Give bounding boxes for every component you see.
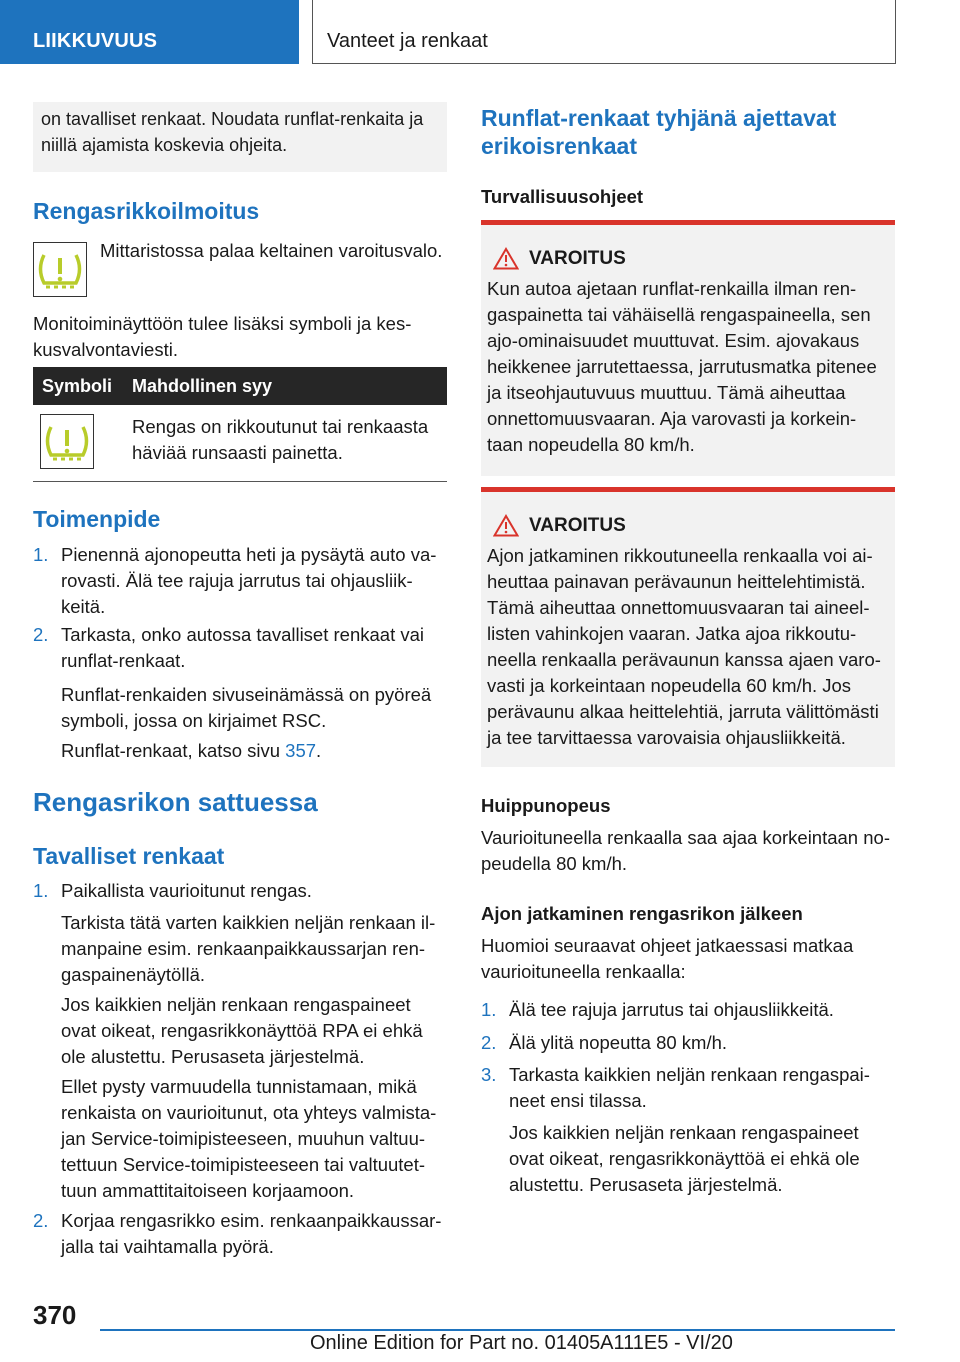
list-number: 2. (33, 624, 49, 645)
warning-panel (481, 487, 895, 767)
list-item (61, 542, 451, 620)
text-line: ovat oikeat, rengasrikkonäyttöä ei ehkä ole (509, 1148, 860, 1169)
text-line: renkaista on vaurioitunut, ota yhteys valmista- (61, 1102, 437, 1123)
text-line: Korjaa rengasrikko esim. renkaanpaikkaussar- (61, 1210, 442, 1231)
text-line: ole alustettu. Perusaseta järjestelmä. (61, 1046, 365, 1067)
text-line: neet ensi tilassa. (509, 1090, 647, 1111)
warning-title-text: VAROITUS (529, 514, 626, 536)
heading-toimenpide: Toimenpide (33, 506, 161, 532)
page-link[interactable]: 357 (285, 740, 317, 761)
intro-box (33, 102, 447, 172)
see-page-reference (61, 738, 451, 764)
text-line: Kun autoa ajetaan runflat-renkailla ilman ren- (487, 278, 857, 299)
text-line: ajo-ominaisuudet muuttuvat. Esim. ajovakaus (487, 330, 860, 351)
text-line: häviää runsaasti painetta. (132, 442, 343, 463)
text-line: Runflat-renkaiden sivuseinämässä on pyöreä (61, 684, 432, 705)
edition-text: Online Edition for Part no. 01405A111E5 - VI/20 (310, 1332, 733, 1354)
heading-tavalliset-renkaat: Tavalliset renkaat (33, 843, 225, 869)
list-number: 1. (481, 999, 497, 1020)
paragraph (61, 1074, 451, 1204)
text-line: vaurioituneella renkaalla: (481, 961, 686, 982)
text-line: jan Service-toimipisteeseen, muuhun valtuu- (61, 1128, 426, 1149)
huippunopeus-text (481, 825, 895, 877)
list-item (61, 622, 451, 674)
heading-huippunopeus: Huippunopeus (481, 795, 611, 816)
text-line: Tarkasta, onko autossa tavalliset renkaat vai (61, 624, 424, 645)
text-line: gaspainenäytöllä. (61, 964, 205, 985)
text-line: alustettu. Perusaseta järjestelmä. (509, 1174, 783, 1195)
warn-lamp-text: Mittaristossa palaa keltainen varoitusvalo. (100, 240, 443, 261)
symbol-table-header (33, 367, 447, 405)
page-header (312, 0, 896, 64)
text-line: Jos kaikkien neljän renkaan rengaspaineet (61, 994, 411, 1015)
text-line: kusvalvontaviesti. (33, 339, 178, 360)
text-line: rovasti. Älä tee rajuja jarrutus tai ohjausliik- (61, 570, 413, 591)
text-line: listen vahinkojen vaaran. Jatka ajoa rikkoutu- (487, 623, 857, 644)
warning-triangle-icon (493, 514, 519, 537)
text-line: tuun ammattitaitoiseen korjaamoon. (61, 1180, 355, 1201)
warning-title-text: VAROITUS (529, 247, 626, 269)
warning-body (487, 543, 887, 751)
col-symbol: Symboli (42, 376, 113, 396)
warning-triangle-icon (493, 247, 519, 270)
list-item (509, 1062, 899, 1114)
list-item: Älä tee rajuja jarrutus tai ohjausliikkeitä. (509, 999, 834, 1020)
text-line: jalla tai vaihtamalla pyörä. (61, 1236, 274, 1257)
intro-line: niillä ajamista koskevia ohjeita. (41, 135, 288, 155)
text-line: Ellet pysty varmuudella tunnistamaan, mikä (61, 1076, 417, 1097)
list-number: 1. (33, 880, 49, 901)
text-line: ja tee tarvittaessa varovaisia ohjausliikkeitä. (487, 727, 846, 748)
text-line: keitä. (61, 596, 106, 617)
paragraph (509, 1120, 899, 1198)
list-number: 2. (481, 1032, 497, 1053)
text-line: Tarkasta kaikkien neljän renkaan rengaspai- (509, 1064, 870, 1085)
intro-line: on tavalliset renkaat. Noudata runflat-renkaita ja (41, 109, 424, 129)
section-label: LIIKKUVUUS (33, 30, 158, 52)
warning-panel (481, 220, 895, 476)
heading-runflat (481, 104, 895, 160)
text-line: Huomioi seuraavat ohjeet jatkaessasi matkaa (481, 935, 854, 956)
heading-ajon-jatkaminen: Ajon jatkaminen rengasrikon jälkeen (481, 903, 803, 924)
text-line: Rengas on rikkoutunut tai renkaasta (132, 416, 429, 437)
text-line: neella renkaalla perävaunun kanssa ajaen varo- (487, 649, 881, 670)
list-item: Paikallista vaurioitunut rengas. (61, 880, 312, 901)
text-line: ja itseohjautuvuus muuttuu. Tämä aiheuttaa (487, 382, 846, 403)
heading-turvallisuusohjeet: Turvallisuusohjeet (481, 186, 644, 207)
text-line: Monitoiminäyttöön tulee lisäksi symboli ja kes- (33, 313, 412, 334)
tire-pressure-warning-icon (33, 242, 87, 297)
text-line: onnettomuusvaaran. Aja varovasti ja korkein- (487, 408, 857, 429)
text-line: perävaunu alkaa heittelehtiä, jarruta välittömästi (487, 701, 879, 722)
page-number: 370 (33, 1300, 77, 1330)
text-line: manpaine esim. renkaanpaikkaussarjan ren- (61, 938, 426, 959)
page-title: Vanteet ja renkaat (327, 30, 488, 52)
text-line: vasti ja korkeintaan nopeudella 60 km/h. Jos (487, 675, 852, 696)
text-line: Tämä aiheuttaa onnettomuusvaaran tai aineel- (487, 597, 870, 618)
paragraph (61, 992, 451, 1070)
text-line: heikkenee jarrutettaessa, jarrutusmatka pitenee (487, 356, 877, 377)
text-line: gaspainetta tai vähäisellä rengaspaineella, sen (487, 304, 871, 325)
text-line: Tarkista tätä varten kaikkien neljän renkaan il- (61, 912, 436, 933)
table-cell-cause (132, 414, 452, 466)
paragraph (61, 910, 451, 988)
ajon-text (481, 933, 895, 985)
text-line: erikoisrenkaat (481, 133, 637, 159)
text-line: peudella 80 km/h. (481, 853, 628, 874)
table-divider (33, 481, 447, 482)
col-cause: Mahdollinen syy (132, 376, 273, 396)
list-number: 3. (481, 1064, 497, 1085)
runflat-paragraph (61, 682, 451, 734)
heading-rengasrikon-sattuessa: Rengasrikon sattuessa (33, 787, 318, 817)
list-item (61, 1208, 451, 1260)
warning-body (487, 276, 887, 458)
text-line: heuttaa painavan perävaunun heittelehtimistä. (487, 571, 866, 592)
warning-title (493, 514, 887, 537)
text-line: . (316, 740, 322, 761)
text-line: ovat oikeat, rengasrikkonäyttöä RPA ei ehkä (61, 1020, 423, 1041)
text-line: Runflat-renkaat tyhjänä ajettavat (481, 105, 837, 131)
text-line: Jos kaikkien neljän renkaan rengaspaineet (509, 1122, 859, 1143)
text-line: Pienennä ajonopeutta heti ja pysäytä auto va- (61, 544, 437, 565)
monitor-text (33, 311, 447, 363)
text-line: Runflat-renkaat, katso sivu (61, 740, 286, 761)
warning-title (493, 247, 887, 270)
section-tab (0, 0, 299, 64)
text-line: Vaurioituneella renkaalla saa ajaa korkeintaan no- (481, 827, 890, 848)
footer-divider (100, 1329, 895, 1331)
list-number: 1. (33, 544, 49, 565)
text-line: tettuun Service-toimipisteeseen tai valtuutet- (61, 1154, 426, 1175)
heading-rengasrikkoilmoitus: Rengasrikkoilmoitus (33, 198, 260, 224)
list-item: Älä ylitä nopeutta 80 km/h. (509, 1032, 728, 1053)
tire-pressure-warning-icon (40, 414, 94, 469)
text-line: symboli, jossa on kirjaimet RSC. (61, 710, 327, 731)
text-line: runflat-renkaat. (61, 650, 186, 671)
text-line: Ajon jatkaminen rikkoutuneella renkaalla voi ai- (487, 545, 873, 566)
text-line: taan nopeudella 80 km/h. (487, 434, 695, 455)
list-number: 2. (33, 1210, 49, 1231)
